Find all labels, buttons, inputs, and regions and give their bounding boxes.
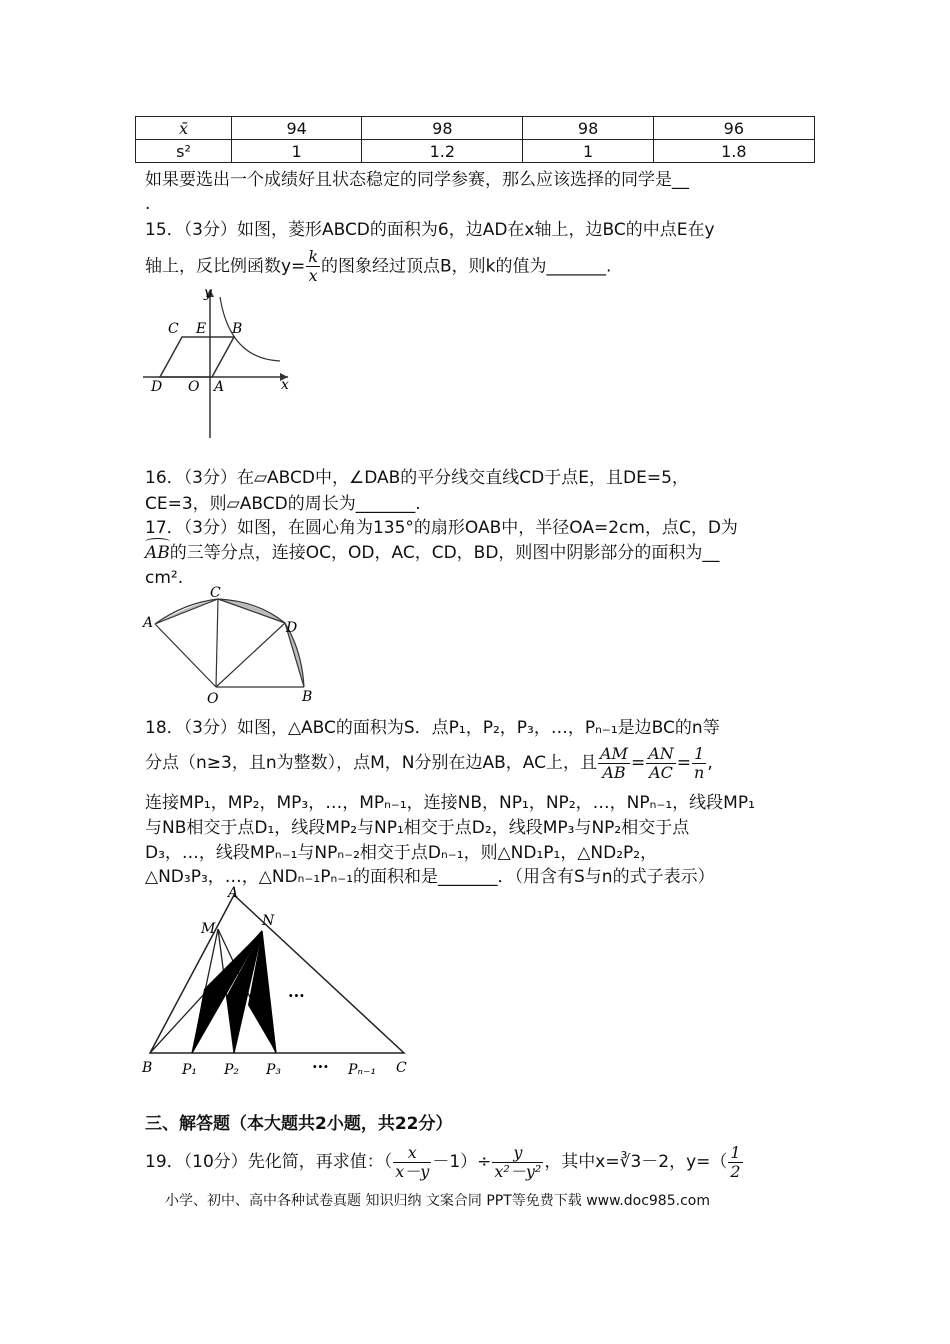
q18-line6: △ND₃P₃，…，△NDₙ₋₁Pₙ₋₁的面积和是_______．（用含有S与n的式子表示）: [145, 867, 715, 887]
fraction-y-over-x2-minus-y2: [492, 1144, 543, 1181]
q18-line2-pre: 分点（n≥3，且n为整数），点M，N分别在边AB，AC上，且: [145, 753, 597, 773]
q18-figure: [138, 885, 418, 1085]
fraction-denominator: n: [694, 762, 705, 782]
label-d: D: [151, 379, 163, 395]
table-row-label: s²: [136, 140, 232, 163]
q15-line2-pre: 轴上，反比例函数y=: [145, 256, 306, 277]
q17-line1: 17．（3分）如图，在圆心角为135°的扇形OAB中，半径OA=2cm，点C，D为: [145, 518, 738, 538]
table-cell: 1.8: [653, 140, 814, 163]
fraction-numerator: x: [393, 1144, 431, 1163]
label-c: C: [168, 321, 179, 337]
label-a: A: [143, 615, 154, 631]
fraction-am-ab: [598, 745, 630, 782]
fraction-numerator: 1: [692, 745, 706, 764]
table-row: [136, 117, 815, 140]
label-c: C: [396, 1060, 407, 1076]
table-row-label: x̄: [136, 117, 232, 140]
table-row: [136, 140, 815, 163]
label-b: B: [142, 1060, 153, 1076]
q15-line2-post: 的图象经过顶点B，则k的值为_______.: [321, 256, 612, 277]
segment-oc: [216, 599, 218, 687]
fraction-one-half: [728, 1144, 742, 1181]
arc-ab-text: AB: [145, 543, 170, 563]
table-cell: 98: [523, 117, 653, 140]
arc-symbol: [145, 538, 170, 545]
rhombus: [160, 337, 234, 377]
q16-line2: CE=3，则▱ABCD的周长为_______.: [145, 494, 421, 514]
q14-dot: .: [145, 194, 151, 214]
q19-mid: －1）÷: [432, 1152, 492, 1172]
triangle-abc: [150, 895, 404, 1053]
table-cell: 1: [523, 140, 653, 163]
q15-figure: [140, 283, 305, 443]
q15-line1: 15．（3分）如图，菱形ABCD的面积为6，边AD在x轴上，边BC的中点E在y: [145, 220, 715, 240]
fraction-denominator: AC: [649, 762, 673, 782]
fraction-numerator: y: [492, 1144, 543, 1163]
q18-line2-post: ,: [707, 753, 713, 773]
fraction-numerator: AM: [600, 743, 628, 763]
label-a: A: [214, 379, 225, 395]
ellipsis-upper: ···: [288, 986, 305, 1005]
label-e: E: [196, 321, 207, 337]
q17-figure: [140, 583, 320, 708]
label-c: C: [210, 585, 221, 601]
label-b: B: [302, 689, 313, 705]
fraction-denominator: AB: [602, 762, 626, 782]
label-n: N: [262, 913, 275, 929]
q15-line2: [145, 248, 611, 285]
label-d: D: [286, 620, 298, 636]
label-a: A: [228, 885, 239, 901]
q17-line3: cm².: [145, 568, 184, 588]
q16-line1: 16．（3分）在▱ABCD中，∠DAB的平分线交直线CD于点E，且DE=5，: [145, 468, 689, 488]
label-b: B: [232, 321, 243, 337]
fraction: [306, 248, 320, 285]
fraction-numerator: k: [308, 247, 319, 266]
q18-line4: 与NB相交于点D₁，线段MP₂与NP₁相交于点D₂，线段MP₃与NP₂相交于点: [145, 818, 690, 838]
label-x: x: [281, 377, 289, 393]
q19-line: [145, 1138, 744, 1186]
fraction-an-ac: [646, 745, 676, 782]
q17-line2: [145, 541, 719, 565]
q19-post: ，其中x=∛3－2，y=（: [544, 1152, 728, 1172]
hyperbola-curve: [220, 297, 280, 361]
fraction-denominator: x²－y²: [494, 1161, 542, 1181]
table-cell: 96: [653, 117, 814, 140]
q18-line1: 18．（3分）如图，△ABC的面积为S．点P₁，P₂，P₃，…，Pₙ₋₁是边BC的n等: [145, 718, 720, 738]
q18-line3: 连接MP₁，MP₂，MP₃，…，MPₙ₋₁，连接NB，NP₁，NP₂，…，NPₙ₋₁，线段MP₁: [145, 793, 755, 813]
ellipsis-lower: ···: [312, 1057, 329, 1076]
q18-line2: [145, 740, 713, 786]
table-cell: 98: [362, 117, 523, 140]
fraction-denominator: x: [308, 266, 318, 285]
fraction-numerator: 1: [730, 1142, 741, 1162]
table-cell: 94: [232, 117, 362, 140]
equals-sign: =: [630, 753, 646, 773]
q19-pre: 19．（10分）先化简，再求值：（: [145, 1152, 393, 1172]
q17-line2-post: 的三等分点，连接OC，OD，AC，CD，BD，则图中阴影部分的面积为__: [169, 543, 720, 563]
label-p1: P₁: [182, 1062, 198, 1078]
label-o: O: [207, 691, 219, 707]
table-cell: 1: [232, 140, 362, 163]
chord-cd: [218, 599, 285, 623]
section-heading: 三、解答题（本大题共2小题，共22分）: [145, 1114, 453, 1134]
fraction-numerator: AN: [648, 743, 674, 763]
fraction-x-over-x-minus-y: [393, 1144, 431, 1181]
q14-tail: 如果要选出一个成绩好且状态稳定的同学参赛，那么应该选择的同学是__: [145, 170, 689, 190]
fraction-1-n: [692, 745, 706, 782]
fraction-denominator: x－y: [395, 1161, 430, 1181]
stats-table: [135, 116, 815, 163]
label-p3: P₃: [266, 1062, 282, 1078]
label-o: O: [188, 379, 200, 395]
label-m: M: [201, 921, 216, 937]
label-pn-1: Pₙ₋₁: [348, 1062, 377, 1078]
arc-ab: [145, 541, 170, 565]
table-cell: 1.2: [362, 140, 523, 163]
chord-ac: [155, 599, 218, 624]
radius-oa: [155, 624, 216, 687]
fraction-denominator: 2: [730, 1161, 741, 1181]
segment-od: [216, 623, 285, 687]
label-p2: P₂: [224, 1062, 240, 1078]
q18-line5: D₃，…，线段MPₙ₋₁与NPₙ₋₂相交于点Dₙ₋₁，则△ND₁P₁，△ND₂P₂，: [145, 843, 658, 863]
page-footer: 小学、初中、高中各种试卷真题 知识归纳 文案合同 PPT等免费下载 www.doc985.com: [165, 1193, 710, 1209]
label-y: y: [204, 285, 212, 301]
equals-sign: =: [676, 753, 691, 773]
